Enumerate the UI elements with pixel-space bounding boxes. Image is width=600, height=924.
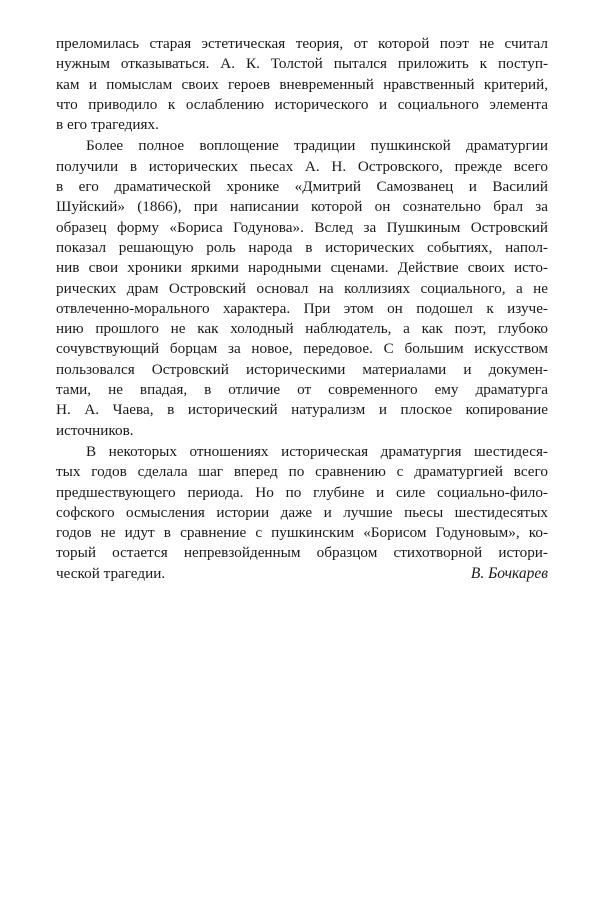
text-line: источников. [56,421,134,439]
text-line: пользовался Островский историческими материалами и докумен- [56,360,548,378]
paragraph-2 [56,136,548,440]
text-line: в его трагедиях. [56,116,159,134]
text-line: тами, не впадая, в отличие от современного ему драматурга [56,381,548,399]
text-line: софского осмысления истории даже и лучшие пьесы шестидесятых [56,503,548,521]
text-line: В некоторых отношениях историческая драматургия шестидеся- [86,442,548,460]
text-line: кам и помыслам своих героев вневременный нравственный критерий, [56,75,548,93]
paragraph-3 [56,442,548,584]
text-line: образец форму «Бориса Годунова». Вслед за Пушкиным Островский [56,218,548,236]
text-line: что приводило к ослаблению исторического и социального элемента [56,95,548,113]
text-line: нужным отказываться. А. К. Толстой пытался приложить к поступ- [56,55,548,73]
text-line: тых годов сделала шаг вперед по сравнению с драматургией всего [56,463,548,481]
text-line: Н. А. Чаева, в исторический натурализм и плоское копирование [56,401,548,419]
author-signature: В. Бочкарев [470,565,548,582]
text-line: в его драматической хронике «Дмитрий Самозванец и Василий [56,178,548,196]
text-line: ческой трагедии. [56,564,166,582]
text-line: торый остается непревзойденным образцом стихотворной истори- [56,544,548,562]
text-line: получили в исторических пьесах А. Н. Островского, прежде всего [56,157,548,175]
text-line: Более полное воплощение традиции пушкинской драматургии [86,137,548,155]
text-line: нив свои хроники яркими народными сценами. Действие своих исто- [56,259,548,277]
article-body [56,34,548,585]
text-line: сочувствующий борцам за новое, передовое. С большим искусством [56,340,548,358]
text-line: нию прошлого не как холодный наблюдатель, а как поэт, глубоко [56,320,548,338]
text-line: годов не идут в сравнение с пушкинским «Борисом Годуновым», ко- [56,524,548,542]
text-line: отвлеченно-морального характера. При этом он подошел к изуче- [56,299,548,317]
text-line: Шуйский» (1866), при написании которой он сознательно брал за [56,198,548,216]
text-line: показал решающую роль народа в исторических событиях, напол- [56,238,548,256]
text-line: преломилась старая эстетическая теория, от которой поэт не считал [56,35,548,52]
text-line: рических драм Островский основал на коллизиях социального, а не [56,279,548,297]
text-line: предшествующего периода. Но по глубине и силе социально-фило- [56,483,548,501]
paragraph-1 [56,34,548,135]
